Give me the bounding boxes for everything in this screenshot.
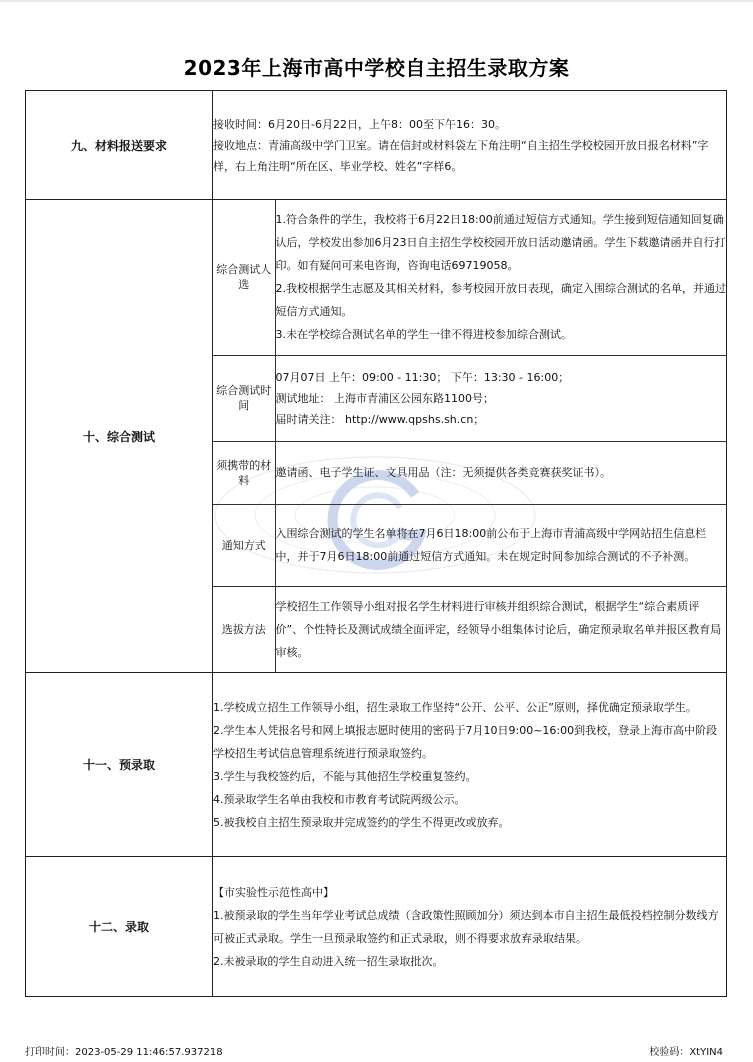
check-code: 校验码：XtYIN4 bbox=[649, 1047, 723, 1058]
section-12-line-3: 2.未被录取的学生自动进入统一招生录取批次。 bbox=[213, 954, 444, 968]
test-time-line-1: 07月07日 上午：09:00 - 11:30； 下午：13:30 - 16:00； bbox=[275, 370, 570, 384]
notification-content bbox=[275, 504, 726, 586]
section-11-line-3: 3.学生与我校签约后，不能与其他招生学校重复签约。 bbox=[213, 769, 477, 783]
notification-label: 通知方式 bbox=[213, 504, 275, 586]
notification-line-1: 入围综合测试的学生名单将在7月6日18:00前公布于上海市青浦高级中学网站招生信息栏中，并于7月6日18:00前通过短信方式通知。未在规定时间参加综合测试的不予补测。 bbox=[275, 527, 707, 563]
test-candidates-line-2: 2.我校根据学生志愿及其相关材料，参考校园开放日表现，确定入围综合测试的名单，并通过短信方式通知。 bbox=[275, 282, 726, 319]
top-border-line bbox=[0, 0, 753, 2]
notification-row bbox=[213, 504, 726, 586]
materials-content bbox=[275, 441, 726, 504]
section-12-row bbox=[26, 857, 727, 997]
section-10-subtable bbox=[213, 200, 726, 672]
section-9-line-2: 接收地点：青浦高级中学门卫室。请在信封或材料袋左下角注明“自主招生学校校园开放日报名材料”字样，右上角注明“所在区、毕业学校、姓名”字样6。 bbox=[213, 138, 709, 173]
section-10-row bbox=[26, 200, 727, 673]
section-11-content bbox=[213, 673, 727, 857]
section-11-label: 十一、预录取 bbox=[26, 673, 213, 857]
test-candidates-line-3: 3.未在学校综合测试名单的学生一律不得进校参加综合测试。 bbox=[275, 328, 572, 342]
test-time-line-2: 测试地址： 上海市青浦区公园东路1100号； bbox=[275, 391, 494, 405]
section-12-line-2: 1.被预录取的学生当年学业考试总成绩（含政策性照顾加分）须达到本市自主招生最低投档控制分数线方可被正式录取。学生一旦预录取签约和正式录取，则不得要求放弃录取结果。 bbox=[213, 908, 719, 945]
section-11-row bbox=[26, 673, 727, 857]
materials-row bbox=[213, 441, 726, 504]
materials-line-1: 邀请函、电子学生证、文具用品（注：无须提供各类竞赛获奖证书）。 bbox=[275, 466, 611, 479]
selection-row bbox=[213, 586, 726, 672]
test-candidates-label: 综合测试人选 bbox=[213, 200, 275, 355]
admission-table bbox=[25, 90, 727, 997]
section-12-line-1: 【市实验性示范性高中】 bbox=[213, 885, 334, 899]
test-candidates-line-1: 1.符合条件的学生，我校将于6月22日18:00前通过短信方式通知。学生接到短信通知回复确认后，学校发出参加6月23日自主招生学校校园开放日活动邀请函。学生下载邀请函并自行打印。如有疑问可来电咨询，咨询电话69719058。 bbox=[275, 213, 726, 273]
test-candidates-content bbox=[275, 200, 726, 355]
section-9-content bbox=[213, 91, 727, 200]
test-candidates-row bbox=[213, 200, 726, 355]
section-9-line-1: 接收时间：6月20日-6月22日，上午8：00至下午16：30。 bbox=[213, 117, 506, 131]
section-12-content bbox=[213, 857, 727, 997]
section-10-subtable-cell bbox=[213, 200, 727, 673]
materials-label: 须携带的材料 bbox=[213, 441, 275, 504]
print-time: 打印时间：2023-05-29 11:46:57.937218 bbox=[25, 1047, 223, 1058]
section-9-row bbox=[26, 91, 727, 200]
test-time-row bbox=[213, 355, 726, 441]
test-time-line-3: 届时请关注： http://www.qpshs.sh.cn； bbox=[275, 412, 485, 426]
page-title: 2023年上海市高中学校自主招生录取方案 bbox=[183, 56, 570, 80]
section-11-line-2: 2.学生本人凭报名号和网上填报志愿时使用的密码于7月10日9:00~16:00到我校，登录上海市高中阶段学校招生考试信息管理系统进行预录取签约。 bbox=[213, 723, 718, 760]
selection-label: 选拔方法 bbox=[213, 586, 275, 672]
section-9-label: 九、材料报送要求 bbox=[26, 91, 213, 200]
test-time-content bbox=[275, 355, 726, 441]
section-12-label: 十二、录取 bbox=[26, 857, 213, 997]
section-10-label: 十、综合测试 bbox=[26, 200, 213, 673]
section-11-line-1: 1.学校成立招生工作领导小组，招生录取工作坚持“公开、公平、公正”原则，择优确定预录取学生。 bbox=[213, 700, 697, 714]
section-11-line-5: 5.被我校自主招生预录取并完成签约的学生不得更改或放弃。 bbox=[213, 815, 510, 829]
selection-content bbox=[275, 586, 726, 672]
test-time-label: 综合测试时间 bbox=[213, 355, 275, 441]
section-11-line-4: 4.预录取学生名单由我校和市教育考试院两级公示。 bbox=[213, 792, 466, 806]
selection-line-1: 学校招生工作领导小组对报名学生材料进行审核并组织综合测试，根据学生“综合素质评价”、个性特长及测试成绩全面评定，经领导小组集体讨论后，确定预录取名单并报区教育局审核。 bbox=[275, 599, 722, 659]
